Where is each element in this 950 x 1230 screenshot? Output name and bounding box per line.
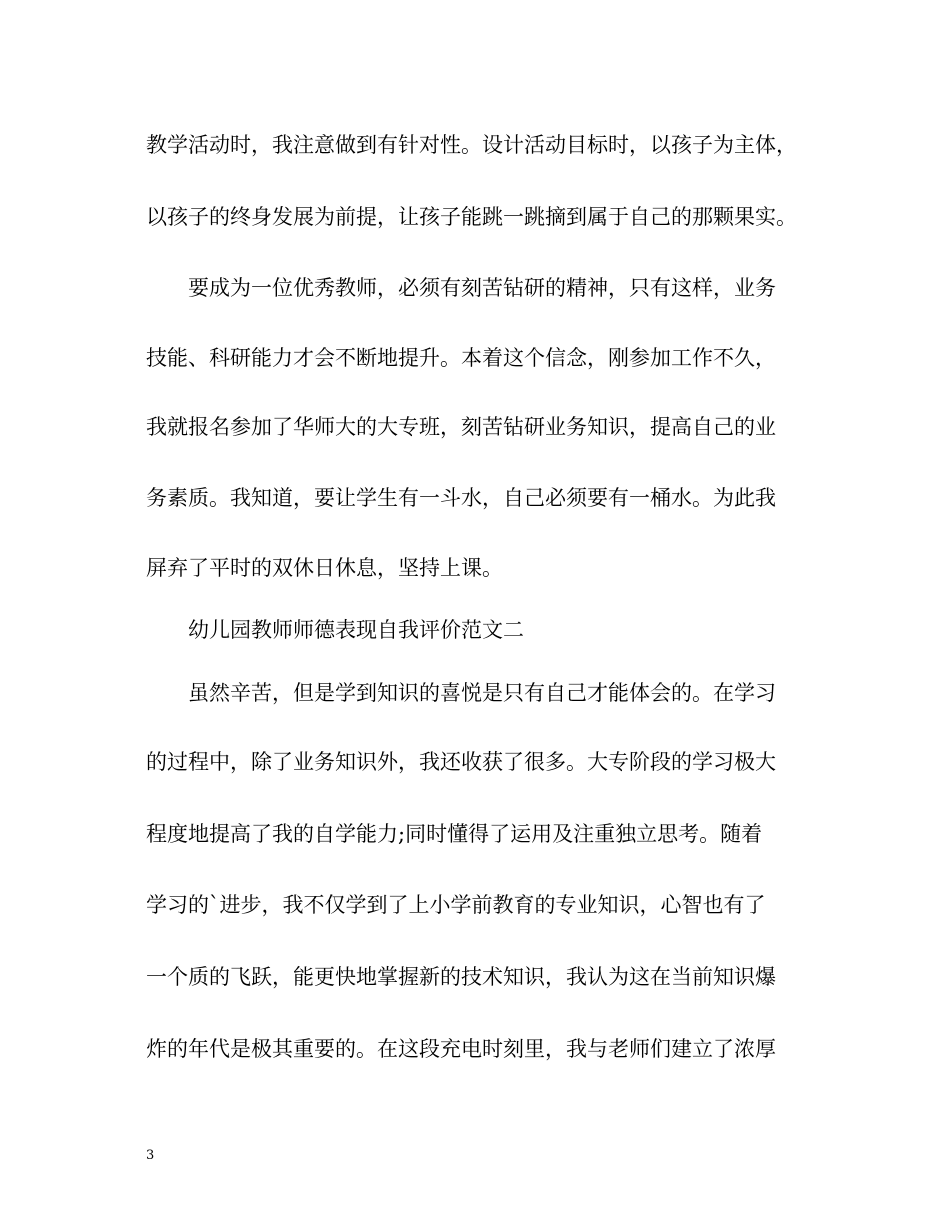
section-heading: 幼儿园教师师德表现自我评价范文二 <box>188 618 524 642</box>
paragraph-start-line: 要成为一位优秀教师，必须有刻苦钻研的精神，只有这样，业务 <box>188 276 776 300</box>
text-line: 教学活动时，我注意做到有针对性。设计活动目标时，以孩子为主体， <box>146 133 797 157</box>
paragraph-start-line: 虽然辛苦，但是学到知识的喜悦是只有自己才能体会的。在学习 <box>188 681 776 705</box>
text-line: 以孩子的终身发展为前提，让孩子能跳一跳摘到属于自己的那颗果实。 <box>146 205 797 229</box>
text-line: 务素质。我知道，要让学生有一斗水，自己必须要有一桶水。为此我 <box>146 486 776 510</box>
text-line: 的过程中，除了业务知识外，我还收获了很多。大专阶段的学习极大 <box>146 750 776 774</box>
text-line: 学习的`进步，我不仅学到了上小学前教育的专业知识，心智也有了 <box>146 893 766 917</box>
page-number: 3 <box>146 1148 155 1163</box>
text-line: 我就报名参加了华师大的大专班，刻苦钻研业务知识，提高自己的业 <box>146 415 776 439</box>
text-line: 屏弃了平时的双休日休息，坚持上课。 <box>146 556 503 580</box>
text-line: 一个质的飞跃，能更快地掌握新的技术知识，我认为这在当前知识爆 <box>146 965 776 989</box>
text-line: 炸的年代是极其重要的。在这段充电时刻里，我与老师们建立了浓厚 <box>146 1037 776 1061</box>
text-line: 程度地提高了我的自学能力;同时懂得了运用及注重独立思考。随着 <box>146 822 763 846</box>
text-line: 技能、科研能力才会不断地提升。本着这个信念，刚参加工作不久， <box>146 346 776 370</box>
